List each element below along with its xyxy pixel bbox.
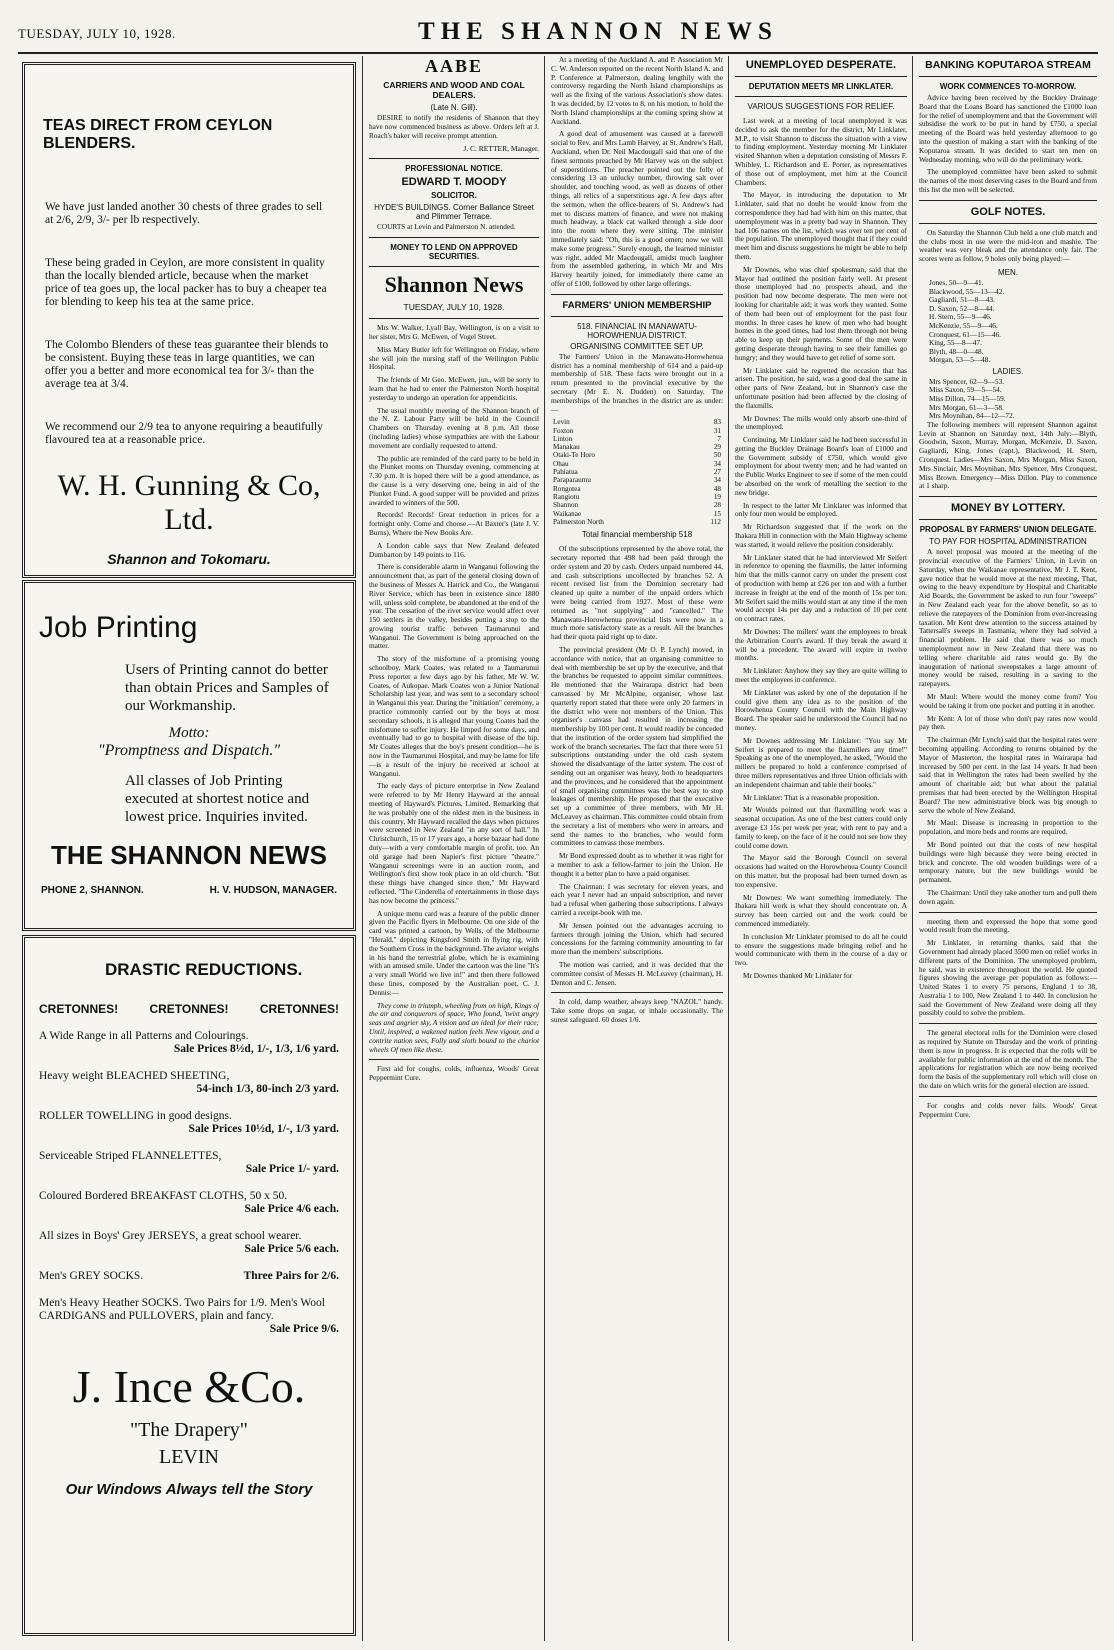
news-item: Advice having been received by the Buckley Drainage Board that the Loans Board has sanctioned the £1000 loan for the relief of unemployment and that the Government will subsidise the work to be put in hand by £750, a special meeting of the Board was held yesterday afternoon to go into the question of making a start with the banking of the Koputaroa stream. It was decided to start ten men on Wednesday morning, who will do the preliminary work. [919, 93, 1097, 164]
golf-ladies-label: LADIES. [992, 366, 1024, 376]
farmers-union-title: FARMERS' UNION MEMBERSHIP [562, 299, 712, 311]
lottery-title: MONEY BY LOTTERY. [950, 502, 1066, 515]
list-item: Blyth, 48—0—48. [929, 346, 984, 356]
news-item: The provincial president (Mr O. P. Lynch) moved, in accordance with notice, that an organising committee to deal with membership be set up by the executive, and that the branches be requested to appoint similar committees. He mentioned that the Wairarapa district had been canvassed by Mr McAlpine, organiser, whose last quarterly report stated that there were only 20 farmers in the district who were not members of the Union. This organiser's canvass had resulted in increasing the membership by 100 per cent. It would readily be conceded that the institution of the order system had simplified the work of the branch secretaries. The fact that there were 51 subscriptions outstanding under the old cash system showed the disadvantage of the latter system. The cost of sending out an organiser was heavy, both to headquarters and the provinces, and he considered that the appointment of small organising committees was the best way to stop leakages of membership. He proposed that the executive set up a committee of three members, with Mr H. McLeavey as chairman. This committee could obtain from the secretary a list of members who were in arrears, and send the names to the branches, who would form committees to canvass those members. [551, 644, 723, 848]
news-item: A unique menu card was a feature of the public dinner given the Pacific flyers in Melbourne. On one side of the card was printed a cartoon, by Wells, of the Melbourne "Herald," depicting Kingsford Smith in flying rig, with the Southern Cross in the background. The aviator weighs in his hand the terrestrial globe, which he is examining with an amused smile. Under the cartoon was the line "It's a very small World we live in!" and then there followed these lines, composed by the Australian poet, C. J. Dennis:— [369, 908, 539, 997]
sale-item: Heavy weight BLEACHED SHEETING, 54-inch 1/3, 80-inch 2/3 yard. [39, 1070, 339, 1095]
banking-title: BANKING KOPUTAROA STREAM [925, 59, 1091, 71]
job-text-1: Users of Printing cannot do better than obtain Prices and Samples of our Workmanship. [125, 662, 329, 714]
list-item: Miss Dillon, 74—15—59. [929, 394, 1006, 404]
news-item: Last week at a meeting of local unemployed it was decided to ask the member for the district, Mr Linklater, M.P., to visit Shannon to discuss the situation with a view to finding employment. Yesterday morning Mr Linklater visited Shannon when a deputation consisting of Messrs F. Whibley, L. Richardson and E. Porter, as representatives of those out of employment, met him at the Council Chambers. [735, 116, 907, 187]
list-item: Morgan, 53—5—48. [929, 355, 991, 365]
news-item: In respect to the latter Mr Linklater was informed that only four men would be employed. [735, 500, 907, 519]
cretonnes-1: CRETONNES! [39, 1002, 119, 1016]
news-item: Mr Downes addressing Mr Linklater: "You say Mr Seifert is prepared to meet the flaxmillers any time!" Speaking as one of the unemployed, he asked, "Would the millers be prepared to hold a conference comprised of three millers representatives and three Union officials with an independent chairman and table their books." [735, 735, 907, 789]
list-item: Mrs Morgan, 61—3—58. [929, 402, 1004, 412]
table-row: Manakau 29 [553, 443, 721, 452]
table-row: Ohau 34 [553, 459, 721, 468]
aabe-late: (Late N. Gill). [430, 103, 478, 112]
sale-item: Serviceable Striped FLANNELETTES, Sale Price 1/- yard. [39, 1150, 339, 1175]
news-item: The public are reminded of the card party to be held in the Plunket rooms on Thursday evening, commencing at 7.30 p.m. It is hoped there will be a good attendance, as the cause is a very deserving one, being in aid of the Plunket Fund. A good supper will be provided and prizes awarded to winners of the 500. [369, 453, 539, 507]
farmers-union-sub2: ORGANISING COMMITTEE SET UP. [570, 341, 704, 351]
news-item: A London cable says that New Zealand defeated Dumbarton by 149 points to 116. [369, 540, 539, 559]
news-item: Mr Jensen pointed out the advantages accruing to farmers through joining the Union, which had secured concessions for the farming community amounting to far more than the members' subscriptions. [551, 920, 723, 957]
table-row: Rongotea 48 [553, 484, 721, 493]
table-row: Waikanae 15 [553, 509, 721, 518]
job-title: Job Printing [39, 611, 198, 644]
ince-drapery: "The Drapery" [130, 1419, 248, 1441]
news-item: Mr Downes, who was chief spokesman, said that the Mayor had outlined the position fairly well. At present those unemployed had no prospects ahead, and the position had now become desperate. The men were not looking for charitable aid; it was work they wanted. Some of them had been out of employment for the past four months. In three cases he knew of men who had bought homes in the good times, had lost them through not being able to keep up their payments. Some of the men were getting desperate through having to see their families go hungry; and they would have to get relief of some sort. [735, 264, 907, 362]
news-item: The general electoral rolls for the Dominion were closed as required by Statute on Thursday and the work of printing them is now in progress. It is expected that the rolls will be available for public information at the end of the month. The applications for registration which are now being received form the basis of the supplementary roll which will close on the date on which writs for the general election are issued. [919, 1028, 1097, 1091]
news-item: Mr Linklater said he regretted the occasion that has arisen. The position, he said, was a good deal the same in other parts of New Zealand, but in Shannon's case the unfortunate position had been affected by the closing of the flaxmills. [735, 365, 907, 410]
unemployed-sub: DEPUTATION MEETS MR LINKLATER. [748, 82, 894, 91]
job-motto: "Promptness and Dispatch." [97, 742, 281, 759]
teas-firm: W. H. Gunning & Co, Ltd. [57, 469, 321, 536]
column-5 [912, 56, 1097, 1641]
list-item: H. Stern, 55—9—46. [929, 312, 992, 322]
sale-item: Coloured Bordered BREAKFAST CLOTHS, 50 x 50. Sale Price 4/6 each. [39, 1190, 339, 1215]
sale-item: Men's GREY SOCKS. Three Pairs for 2/6. [39, 1270, 339, 1282]
lottery-sub: PROPOSAL BY FARMERS' UNION DELEGATE. [919, 525, 1097, 535]
news-item: Mr Woulds pointed out that flaxmilling work was a seasonal occupation. As one of the best cutters could only average £3 15s per week per year, with rent to pay and a family to keep, on the face of it he could not see how they could come down. [735, 805, 907, 850]
list-item: Gagliardi, 51—8—43. [929, 295, 995, 305]
news-item: Mr Kent: A lot of those who don't pay rates now would pay then. [919, 713, 1097, 732]
ad-teas [22, 62, 356, 578]
table-row: Paraparaumu 34 [553, 476, 721, 485]
news-item: The Mayor said the Borough Council on several occasions had waited on the Horowhenua County Council on this matter, but the proposal had been turned down as too expensive. [735, 853, 907, 889]
ad-drastic-reductions [22, 935, 356, 1636]
news-item: Miss Mary Butler left for Wellington on Friday, where she will join the nursing staff of the Wellington Public Hospital. [369, 344, 539, 372]
news-item: The Mayor, in introducing the deputation to Mr Linklater, said that no doubt he would know from the correspondence they had had with him on this matter, that unemployment was in a pretty bad way in Shannon. They had 106 names on the list, which was over ten per cent of the population. The unemployed thought that if they could meet him and discuss suggestions he might be able to help them. [735, 190, 907, 261]
table-row: Shannon 28 [553, 501, 721, 510]
sale-item: Men's Heavy Heather SOCKS. Two Pairs for 1/9. Men's Wool CARDIGANS and PULLOVERS, plain and fancy. Sale Price 9/6. [39, 1297, 339, 1335]
news-item: The early days of picture enterprise in New Zealand were referred to by Mr Henry Hayward at the annual meeting of Hayward's Pictures, Limited. Remarking that he was probably one of the oldest men in the business in this country, Mr Hayward recalled the days when pictures were screened in New Zealand "in any sort of hall." In Christchurch, 15 or 17 years ago, a horse bazaar had done duty—with a very comfortable margin of profit, too. An old garage had been Napier's first picture "theatre." Wanganui screenings were in an auction room, and Wellington's first show took place in an old church. "But these things have changed since then," Mr Hayward reflected. "The Cinderella of entertainments in those days has now become the princess." [369, 781, 539, 905]
news-item: At a meeting of the Auckland A. and P. Association Mr C. W. Anderson reported on the recent North Island A. and P. Conference at Palmerston, dealing lengthily with the controversy regarding the North Island championships as well as the fixing of the various Association's show dates. It was decided, by 12 votes to 8, on his motion, to hold the North Island championships at the coming spring show at Auckland. [551, 56, 723, 126]
ince-slogan: Our Windows Always tell the Story [65, 1481, 313, 1498]
table-row: Palmerston North 112 [553, 517, 721, 526]
news-item: A good deal of amusement was caused at a farewell social to Rev. and Mrs Lamb Harvey, at St. Andrew's Hall, Auckland, when Dr. Neil Macdougall said that one of the finest sermons preached by Mr Harvey was on the subject of superstitions. The preacher pointed out the folly of considering 13 an unlucky number, throwing salt over shoulder, and touching wood, as well as dozens of other things, all relics of a superstitious age. A few days after the sermon, when the office-bearers of St. Andrew's had met to discuss matters of finance, and were not making much headway, a black cat walked through a side door into the room where they were sitting. The minister immediately said: "Oh, this is a good omen; now we will make some progress." Surely enough, the learned minister was right, added Mr Macdougall, amidst much laughter from the assembled gathering, in which Mr and Mrs Harvey heartily joined, for immediately there came an offer of £100, followed by other large offerings. [551, 129, 723, 288]
job-manager: H. V. HUDSON, MANAGER. [209, 885, 337, 896]
drastic-title: DRASTIC REDUCTIONS. [105, 960, 303, 979]
teas-text-2: These being graded in Ceylon, are more consistent in quality than the locally blended article, because when the market price of tea goes up, the local packer has to buy a cheaper tea for blending to keep his tea at the same price. [45, 257, 327, 308]
ad-job-printing [22, 580, 356, 931]
list-item: Mrs Spencer, 62—9—53. [929, 376, 1005, 386]
list-item: Blackwood, 55—13—42. [929, 286, 1005, 296]
news-item: Mr Bond expressed doubt as to whether it was right for a member to ask a fellow-farmer to join the Union. He thought it a better plan to have a paid organiser. [551, 851, 723, 878]
job-motto-label: Motto: [168, 725, 210, 741]
news-item: There is considerable alarm in Wanganui following the announcement that, as part of the general closing down of the business of Messrs A. Hatrick and Co., the Wanganui River Service, which has been in existence since 1880 will, unless sold complete, be abandoned at the end of the year. The cessation of the river service would affect over 150 settlers in the valley, besides putting a stop to the growing tourist traffic between Taumarunui and Wanganui. The Government is being approached on the matter. [369, 562, 539, 651]
list-item: D. Saxon, 52—8—44. [929, 303, 995, 313]
branch-membership-table [551, 418, 723, 526]
lottery-sub2: TO PAY FOR HOSPITAL ADMINISTRATION [929, 537, 1087, 547]
news-item: Continuing, Mr Linklater said he had been successful in getting the Buckley Drainage Board's loan of £1000 and the Government subsidy of £750, which would give employment for about twenty men; and he had wanted on the Public Works Engineer to see if some of the men could be absorbed on the work of metalling the section to the new bridge. [735, 435, 907, 497]
cretonnes-3: CRETONNES! [259, 1002, 339, 1016]
news-item: The friends of Mr Geo. McEwen, jun., will be sorry to learn that he had to enter the Palmerston North hospital yesterday to undergo an operation for appendicitis. [369, 375, 539, 402]
ince-town: LEVIN [159, 1446, 219, 1468]
news-item: Mr Linklater stated that he had interviewed Mr Seifert in reference to opening the flaxmills, the latter informing him that the mills cannot carry on under the present cost of production with hemp at £26 per ton and with a further increase in freight at the end of the month of 15s per ton. Mr Seifert said the mills would start at any time if the men would accept 14s per day and a reduction of 10 per cent on contract rates. [735, 552, 907, 624]
news-item: Of the subscriptions represented by the above total, the secretary reported that 498 had been paid through the order system and 20 by cash. Orders unpaid numbered 44, and cash subscriptions uncollected by branches 52. A recent revised list from the Dominion secretary had cleaned up quite a number of the unpaid orders which were being carried from 1927. Most of these were returned as "not supplying" and "cancelled." The Manawatu-Horowhenua provincial lists were now in a much more satisfactory state as a result. All the branches had their quota paid right up to date. [551, 544, 723, 642]
news-item: Mr Linklater was asked by one of the deputation if he could give them any idea as to the position of the Horowhenua County Council with the Main Highway Board. The speaker said he understood the Council had no money. [735, 687, 907, 732]
golf-intro: On Saturday the Shannon Club held a one club match and the clubs most in use were the mid-iron and mashie. The weather was very bleak and the attendance only fair. The scores were as follow, 9 holes only being played:— [919, 227, 1097, 264]
news-item: Mr Downes: The mills would only absorb one-third of the unemployed. [735, 413, 907, 432]
flag-date: TUESDAY, JULY 10, 1928. [403, 302, 505, 313]
news-item: Mr Maul: Disease is increasing in proportion to the population, and more beds and rooms are required. [919, 818, 1097, 837]
notice-role: SOLICITOR. [431, 191, 477, 201]
list-item: McKenzie, 55—9—46. [929, 320, 998, 330]
news-item: The usual monthly meeting of the Shannon branch of the N. Z. Labour Party will be held in the Council Chambers on Thursday evening at 8 p.m. All those (including ladies) whose sympathies are with the Labour movement are cordially requested to attend. [369, 405, 539, 450]
notice-address: HYDE'S BUILDINGS. Corner Ballance Street and Plimmer Terrace. [374, 203, 534, 222]
golf-team: The following members will represent Shannon against Levin at Shannon on Saturday next, 14th July:—Blyth, Goodwin, Saxon, Murray, Morgan, McKenzie, D. Saxon, Gagliardi, King, Jones (capt.), Blackwood, H. Stern, Cronquest. Ladies—Mrs Saxon, Mrs Morgan, Miss Saxon, Mrs Sinclair, Mrs Moynihan, Mrs Spencer, Mrs Cronquest, Miss Brown. Emergency—Miss Dillon. Play to commence at 1 sharp. [919, 419, 1097, 491]
table-row: Levin 83 [553, 418, 721, 427]
table-row: Rangiotu 19 [553, 492, 721, 501]
news-item: Records! Records! Great reduction in prices for a fortnight only. Come and choose.—At Baxter's (late J. V. Burns), Where the New Books Are. [369, 510, 539, 537]
poem: They come in triumph, wheeling from on high, Kings of the air and conquerors of space, Who found, 'twixt angry seas and angrier sky, A vision and an ideal for their race; Until, inspired, a wakened nation feels New vigour, and a contrite nation sees, Folly and sloth bound to the chariot wheels Of men like these. [369, 1000, 539, 1054]
masthead [18, 18, 1098, 54]
list-item: Miss Saxon, 59—5—54. [929, 385, 1002, 395]
sale-item: All sizes in Boys' Grey JERSEYS, a great school wearer. Sale Price 5/6 each. [39, 1230, 339, 1255]
sale-item: A Wide Range in all Patterns and Colourings. Sale Prices 8½d, 1/-, 1/3, 1/6 yard. [39, 1030, 339, 1055]
news-item: A novel proposal was mooted at the meeting of the provincial executive of the Farmers' Union, in Levin on Saturday, when the Waikanae representative, Mr J. T. Kent, gave notice that he would move at the next meeting, That, owing to the heavy expenditure by Hospital and Charitable Aid Boards, the Government be asked to run four "sweeps" in New Zealand each year for the above benefit, so as to relieve the ratepayers of the Dominion from ever-increasing taxation. Mr Kent drew attention to the success attained by Tattersall's sweeps in Tasmania, where they had solved a financial problem. He said that there was so much unemployment now in New Zealand that there was no telling where charitable aid rates would go. By the inauguration of national sweepstakes a large amount of money would be raised, resulting in a saving to the ratepayers. [919, 547, 1097, 689]
news-item: In conclusion Mr Linklater promised to do all he could to ensure the suggestions made bringing relief and he would communicate with them in the course of a day or two. [735, 931, 907, 968]
aabe-sign: J. C. RETTER, Manager. [463, 144, 539, 154]
golf-title: GOLF NOTES. [970, 205, 1046, 218]
news-item: Mr Downes: We want something immediately. The Ihakara hill work is what they should concentrate on. A survey has been carried out and the work could be commenced immediately. [735, 892, 907, 928]
notice-courts: COURTS at Levin and Palmerston N. attended. [377, 222, 516, 232]
list-item: King, 55—8—47. [929, 338, 982, 348]
membership-total: Total financial membership 518 [581, 530, 693, 540]
farmers-union-sub: 518. FINANCIAL IN MANAWATU-HOROWHENUA DISTRICT. [577, 321, 697, 340]
notice-title: PROFESSIONAL NOTICE. [405, 164, 503, 174]
teas-text-4: We recommend our 2/9 tea to anyone requiring a beautifully flavoured tea at a reasonable price. [45, 421, 323, 446]
job-phone: PHONE 2, SHANNON. [41, 885, 144, 896]
table-row: Otaki-Te Horo 50 [553, 451, 721, 460]
news-item: Mr Linklater: That is a reasonable proposition. [743, 792, 880, 802]
news-item: Mr Bond pointed out that the costs of new hospital buildings were high because they were being erected in brick and concrete. The old wooden buildings were of a temporary nature, but the new buildings would be permanent. [919, 839, 1097, 885]
job-text-2: All classes of Job Printing executed at shortest notice and lowest price. Inquiries invited. [125, 773, 310, 825]
news-item: Mr Downes: The millers' want the employees to break the Arbitration Court's award. If they break the award it will be a precedent. The award will expire in twelve months. [735, 627, 907, 663]
list-item: Jones, 50—9—41. [929, 277, 984, 287]
news-item: Mr Linklater: Anyhow they say they are quite willing to meet the employees in conference. [735, 666, 907, 685]
news-item: The chairman (Mr Lynch) said that the hospital rates were becoming appalling. According to returns obtained by the Mayor of Masterton, the hospital rates in Wairarapa had increased by 500 per cent. in the last 14 years. It had been said that in Wellington the rates had been swelled by the amount of charitable aid; but what about the palatial premises that had been erected by the Wellington Hospital Board? The new administrative block was big enough to serve the whole of New Zealand. [919, 735, 1097, 815]
news-item: Mr Maul: Where would the money come from? You would be taking it from one pocket and putting it in another. [919, 691, 1097, 710]
unemployed-sub2: VARIOUS SUGGESTIONS FOR RELIEF. [747, 102, 895, 111]
banking-sub: WORK COMMENCES TO-MORROW. [939, 82, 1077, 91]
teas-text-1: We have just landed another 30 chests of three grades to sell at 2/6, 2/9, 3/- per lb respectively. [45, 201, 323, 226]
list-item: Cronquest, 61—15—46. [929, 329, 1001, 339]
news-item: meeting them and expressed the hope that some good would result from the meeting. [919, 916, 1097, 935]
news-item: The story of the misfortune of a promising young schoolboy, Mark Coates, was related to a Taumarunui Press reporter a few days ago by his father, Mr W. W. Coates, of Aukopae. Mark Coates won a Junior National Scholarship last year, and was sent to a secondary school in Wanganui this year. During the "initiation" ceremony, a practice commonly carried out by the boys at most secondary schools, it is alleged that young Coates had the misfortune to suffer injury. He limped for some days, and eventually had to go to hospital with disease of the hip. Mr Coates alleges that the boy's present condition—he is now in the Taumarunui Hospital, and may be lame for life—is a result of the injury he received at school at Wanganui. [369, 654, 539, 778]
column-3 [544, 56, 723, 1641]
unemployed-title: UNEMPLOYED DESPERATE. [745, 59, 897, 71]
news-item: The unemployed committee have been asked to submit the names of the most deserving cases to the Board and from this list the men will be selected. [919, 167, 1097, 194]
table-row: Linton 7 [553, 434, 721, 443]
news-item: The motion was carried, and it was decided that the committee consist of Messrs H. McLeavey (chairman), H. Denton and C. Jensen. [551, 960, 723, 987]
sale-item: ROLLER TOWELLING in good designs. Sale Prices 10½d, 1/-, 1/3 yard. [39, 1110, 339, 1135]
news-item: Mr Richardson suggested that if the work on the Ihakara Hill in connection with the Main Highway scheme was started, it would relieve the position considerably. [735, 522, 907, 549]
column-2 [362, 56, 539, 1641]
aabe-subtitle: CARRIERS AND WOOD AND COAL DEALERS. [383, 80, 525, 100]
money-to-lend: MONEY TO LEND ON APPROVED SECURITIES. [390, 243, 518, 262]
teas-towns: Shannon and Tokomaru. [107, 551, 271, 567]
cretonnes-2: CRETONNES! [149, 1002, 229, 1016]
golf-men-label: MEN. [998, 267, 1018, 277]
col3-footer-ad: In cold, damp weather, always keep "NAZOL" handy. Take some drops on sugar, or inhale occasionally. The surest safeguard. 60 doses 1/6. [551, 997, 723, 1024]
col5-footer-ad: For coughs and colds never fails. Woods' Great Peppermint Cure. [919, 1100, 1097, 1119]
news-item: Mr Linklater, in returning thanks, said that the Government had already placed 3500 men on relief works in different parts of the Dominion. The unemployed problem, he said, was in existence throughout the world. He quoted figures showing the average per population as follows:—United States 1 to every 75 persons, England 1 to 38, Australia 1 to 100, New Zealand 1 to 440. In conclusion he said the Government of New Zealand were doing all they possibly could to solve the problem. [919, 938, 1097, 1018]
notice-name: EDWARD T. MOODY [401, 176, 507, 189]
news-item: The Chairman: Until they take another turn and pull them down again. [919, 887, 1097, 906]
news-item: The Chairman: I was secretary for eleven years, and each year I never had an unpaid subscription, and never had a refusal when gathering those subscriptions. I always carried a receipt-book with me. [551, 881, 723, 918]
news-item: Mrs W. Walker, Lyall Bay, Wellington, is on a visit to her sister, Mrs G. McEwen, of Vogel Street. [369, 323, 539, 341]
aabe-text: DESIRE to notify the residents of Shannon that they have now commenced business as above. Orders left at J. Roach's baker will receive prompt attention. [369, 113, 539, 140]
ince-firm: J. Ince &Co. [72, 1361, 306, 1412]
list-item: Mrs Moynihan, 84—12—72. [929, 411, 1015, 421]
farmers-intro: The Farmers' Union in the Manawatu-Horowhenua district has a nominal membership of 614 and a paid-up membership of 518. These facts were brought out in a return presented to the provincial executive by the secretary (Mr E. N. Dudden) on Saturday. The memberships of the branches in the district are as under:— [551, 351, 723, 414]
job-paper-name: THE SHANNON NEWS [51, 840, 327, 870]
col2-footer-ad: First aid for coughs, colds, influenza, Woods' Great Peppermint Cure. [369, 1064, 539, 1083]
table-row: Pahiatua 27 [553, 468, 721, 477]
news-item: Mr Downes thanked Mr Linklater for [743, 970, 853, 980]
newspaper-title: THE SHANNON NEWS [418, 18, 778, 45]
table-row: Foxton 31 [553, 426, 721, 435]
shannon-news-flag: Shannon News [384, 272, 524, 298]
issue-date: TUESDAY, JULY 10, 1928. [18, 26, 176, 41]
teas-title: TEAS DIRECT FROM CEYLON BLENDERS. [43, 117, 273, 152]
column-4 [728, 56, 907, 1641]
teas-text-3: The Colombo Blenders of these teas guarantee their blends to be consistent. Buying these teas in large quantities, we can offer you a better and more economical tea for 3/- than the average tea at 3/4. [45, 339, 329, 390]
aabe-title: AABE [424, 56, 483, 76]
